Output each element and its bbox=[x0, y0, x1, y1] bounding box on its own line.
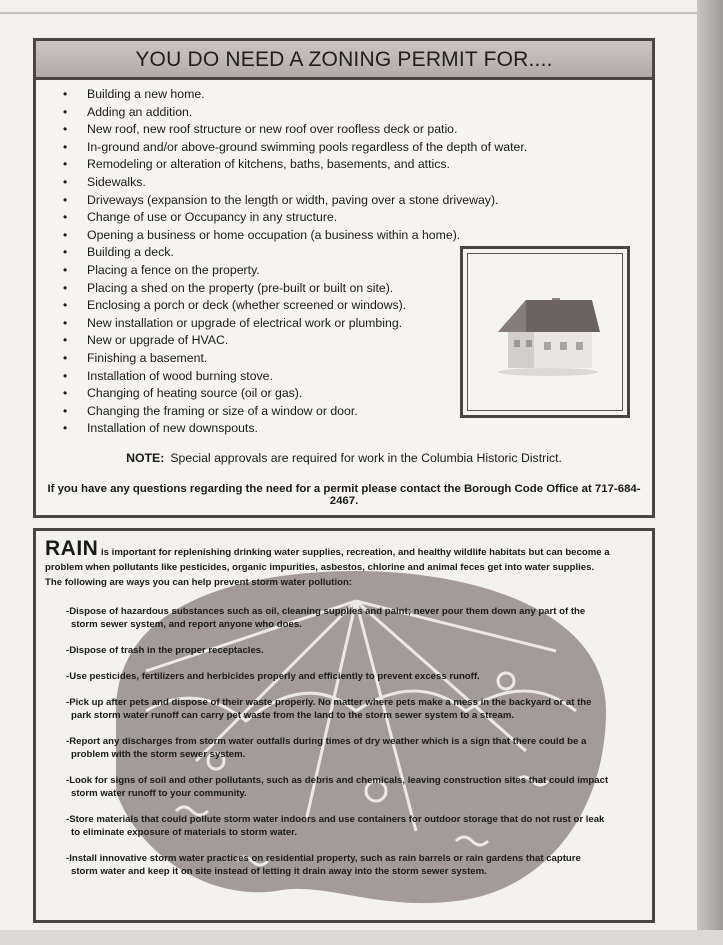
zoning-permit-panel bbox=[33, 38, 655, 518]
rain-tips-list bbox=[66, 605, 646, 891]
house-picture-frame bbox=[460, 246, 630, 418]
list-item: • Building a deck. bbox=[63, 244, 527, 262]
list-item: • Opening a business or home occupation (a business within a home). bbox=[63, 227, 527, 245]
list-item: -Store materials that could pollute storm water indoors and use containers for outdoor storage that do not rust or leak to eliminate exposure of materials to storm water. bbox=[66, 813, 605, 839]
rain-panel bbox=[33, 528, 655, 923]
list-item: • Finishing a basement. bbox=[63, 350, 527, 368]
house-icon bbox=[496, 294, 602, 376]
rain-content bbox=[36, 531, 652, 920]
list-item: • In-ground and/or above-ground swimming pools regardless of the depth of water. bbox=[63, 139, 527, 157]
list-item: • New or upgrade of HVAC. bbox=[63, 332, 527, 350]
list-item: • New installation or upgrade of electrical work or plumbing. bbox=[63, 315, 527, 333]
note-text: Special approvals are required for work in the Columbia Historic District. bbox=[170, 451, 562, 465]
note-label: NOTE: bbox=[126, 451, 165, 465]
rain-intro bbox=[45, 537, 645, 590]
list-item: • Installation of wood burning stove. bbox=[63, 368, 527, 386]
list-item: • Adding an addition. bbox=[63, 104, 527, 122]
scan-right-edge bbox=[697, 0, 723, 945]
rain-intro-line3: The following are ways you can help prevent storm water pollution: bbox=[45, 577, 353, 588]
list-item: -Look for signs of soil and other pollutants, such as debris and chemicals, leaving construction sites that could impact storm water runoff to your community. bbox=[66, 774, 609, 800]
list-item: • Placing a shed on the property (pre-built or built on site). bbox=[63, 280, 527, 298]
list-item: • Driveways (expansion to the length or width, paving over a stone driveway). bbox=[63, 192, 527, 210]
list-item: • Building a new home. bbox=[63, 86, 527, 104]
scan-top-edge bbox=[0, 12, 723, 14]
historic-district-note bbox=[36, 451, 652, 465]
list-item: -Install innovative storm water practices on residential property, such as rain barrels or rain gardens that capture storm water and keep it on site instead of letting it drain away into the storm sewer system. bbox=[66, 852, 581, 878]
list-item: -Pick up after pets and dispose of their waste properly. No matter where pets make a mess in the backyard or at the park storm water runoff can carry pet waste from the land to the storm sewer system to a stream. bbox=[66, 696, 592, 721]
list-item: -Report any discharges from storm water outfalls during times of dry weather which is a sign that there could be a problem with the storm sewer system. bbox=[66, 735, 587, 761]
list-item: -Use pesticides, fertilizers and herbicides properly and efficiently to prevent excess runoff. bbox=[66, 670, 480, 682]
list-item: • Changing the framing or size of a window or door. bbox=[63, 403, 527, 421]
contact-line: If you have any questions regarding the need for a permit please contact the Borough Code Office at 717-684-2467. bbox=[47, 483, 641, 507]
list-item: • Installation of new downspouts. bbox=[63, 420, 527, 438]
permit-list bbox=[63, 86, 527, 438]
list-item: -Dispose of hazardous substances such as oil, cleaning supplies and paint; never pour them down any part of the storm sewer system, and report anyone who does. bbox=[66, 606, 586, 631]
list-item: • Sidewalks. bbox=[63, 174, 527, 192]
rain-intro-line2: problem when pollutants like pesticides, organic impurities, asbestos, chlorine and animal feces get into water supplies. bbox=[45, 562, 595, 573]
list-item: • Enclosing a porch or deck (whether screened or windows). bbox=[63, 297, 527, 315]
list-item: -Dispose of trash in the proper receptacles. bbox=[66, 645, 264, 657]
rain-heading: RAIN bbox=[45, 537, 99, 560]
permit-title: YOU DO NEED A ZONING PERMIT FOR.... bbox=[36, 41, 652, 80]
list-item: • Change of use or Occupancy in any structure. bbox=[63, 209, 527, 227]
list-item: • Remodeling or alteration of kitchens, baths, basements, and attics. bbox=[63, 156, 527, 174]
rain-intro-line1: is important for replenishing drinking water supplies, recreation, and healthy wildlife habitats but can become a bbox=[101, 547, 610, 558]
list-item: • New roof, new roof structure or new roof over roofless deck or patio. bbox=[63, 121, 527, 139]
scan-bottom-edge bbox=[0, 930, 723, 945]
house-picture-inner bbox=[467, 253, 623, 411]
list-item: • Changing of heating source (oil or gas). bbox=[63, 385, 527, 403]
list-item: • Placing a fence on the property. bbox=[63, 262, 527, 280]
